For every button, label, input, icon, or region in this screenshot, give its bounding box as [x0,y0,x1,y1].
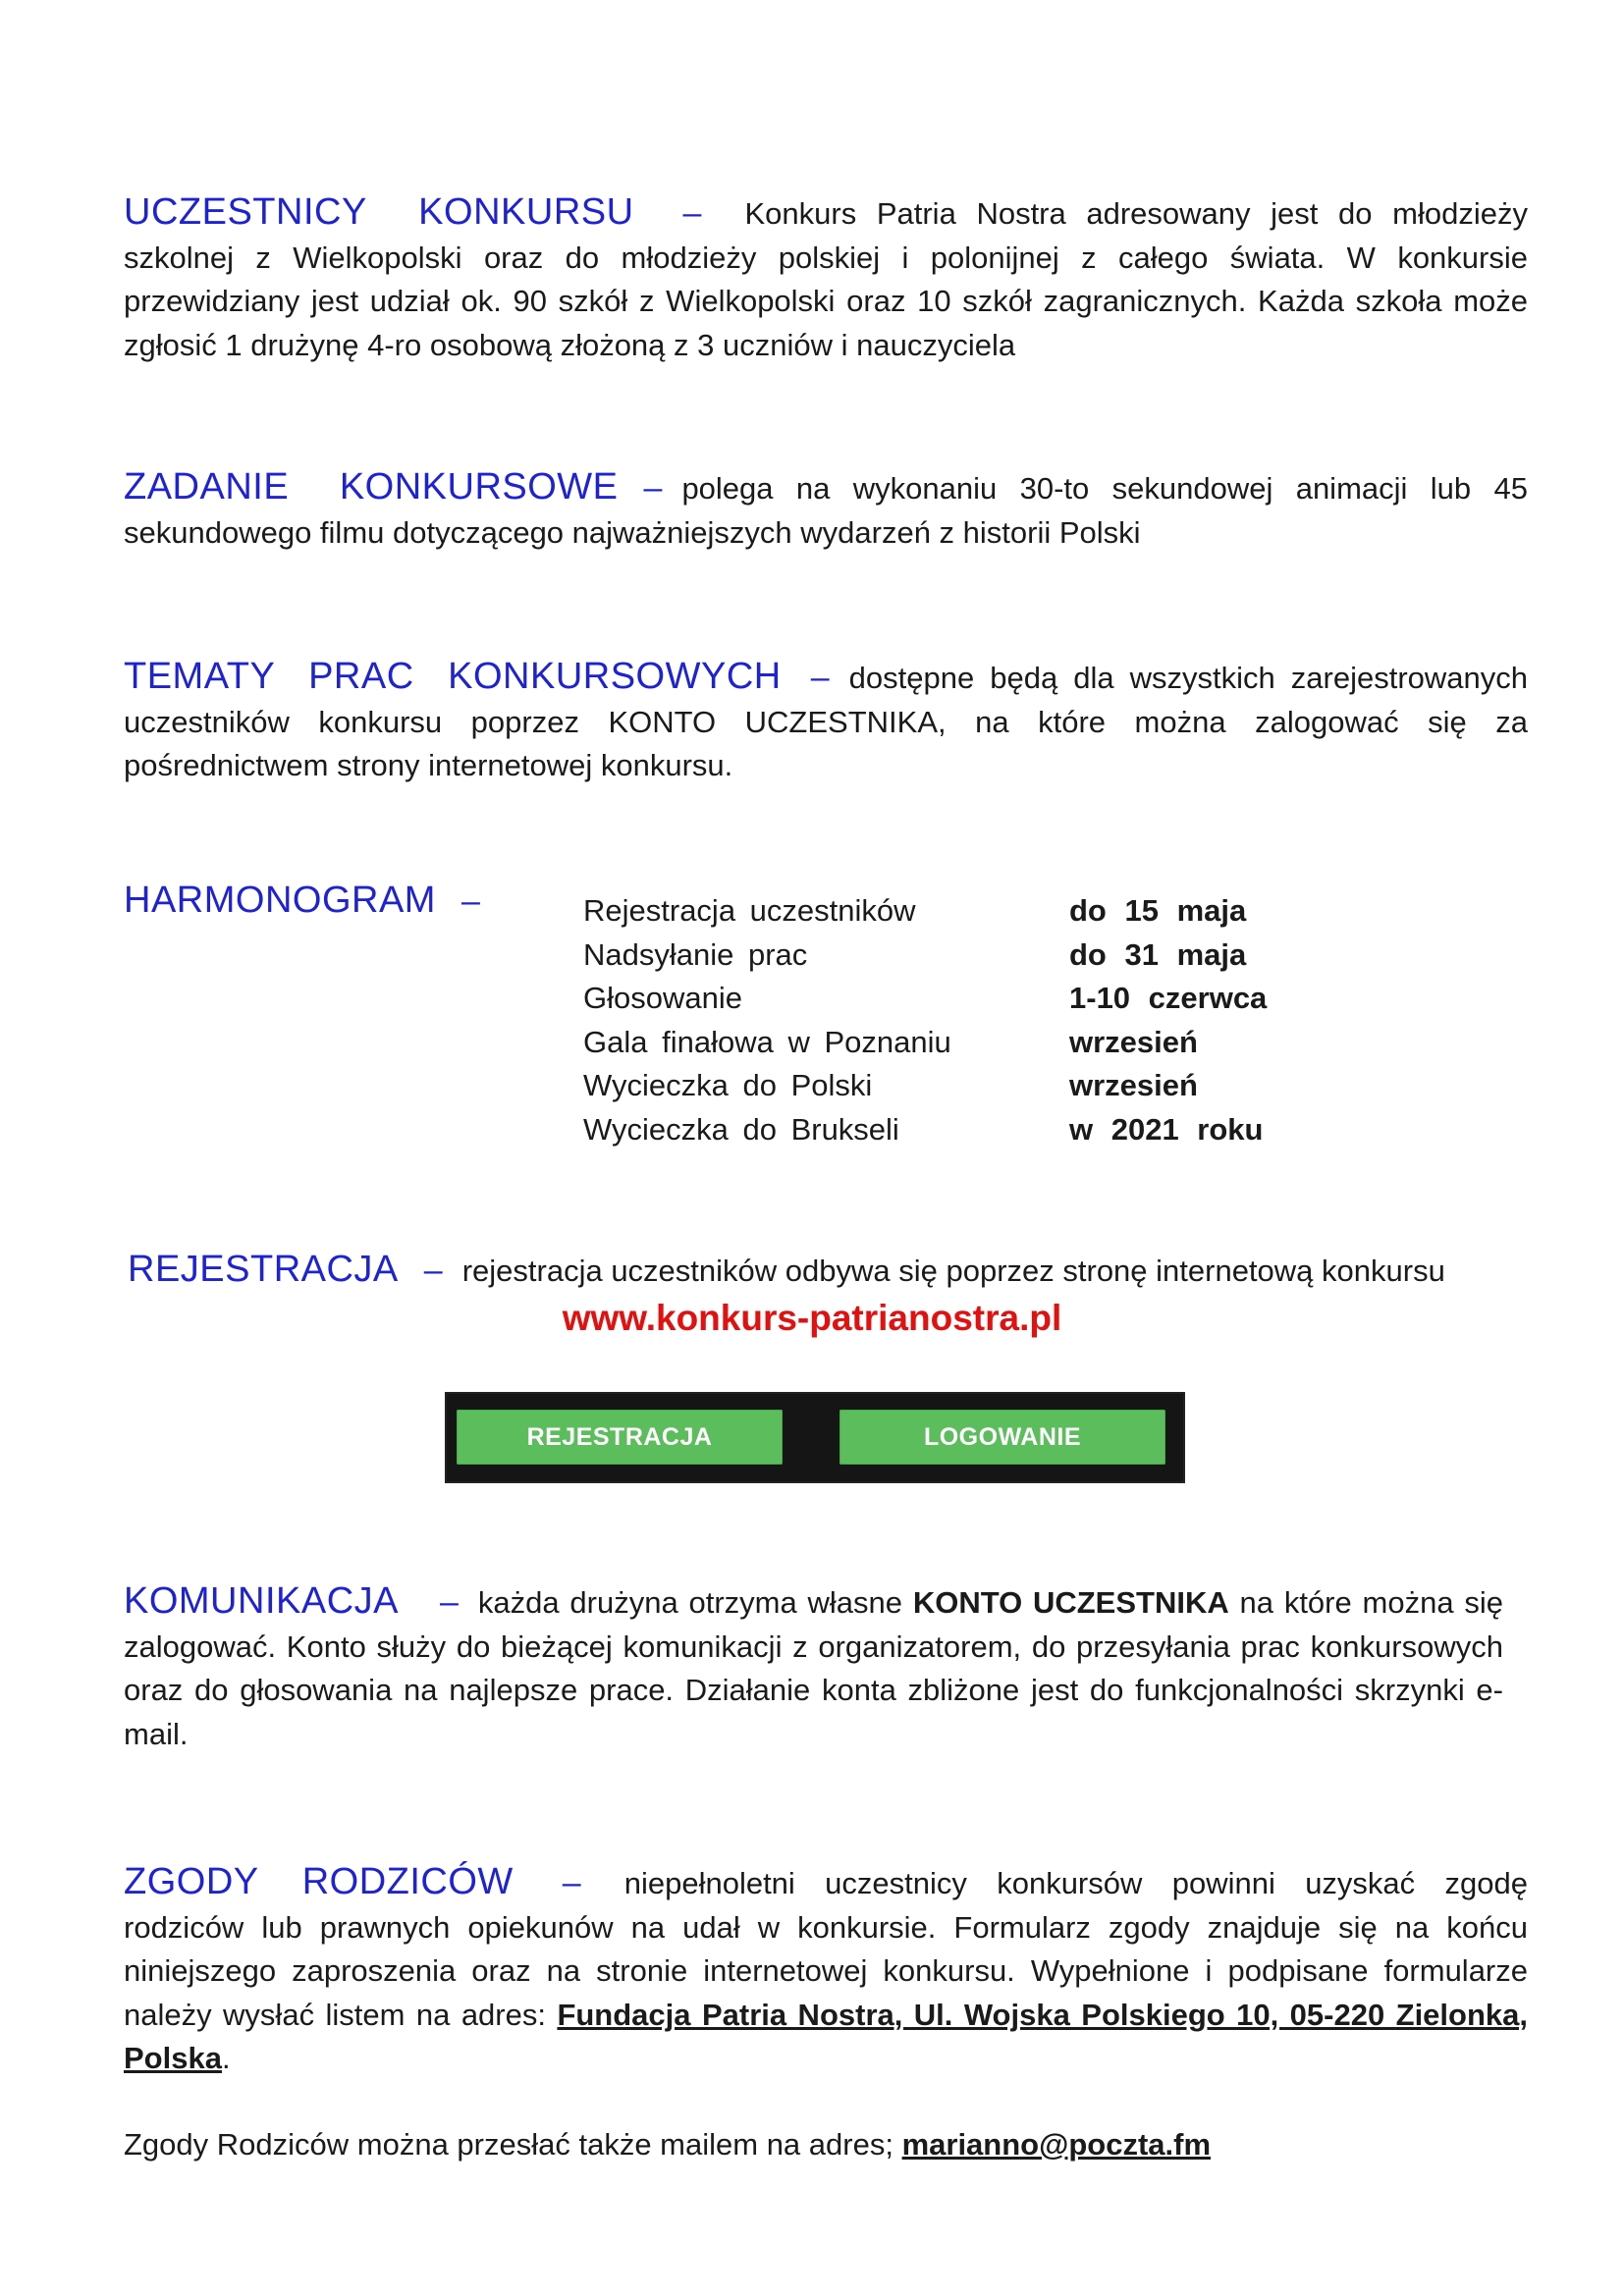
schedule-event: Nadsyłanie prac [583,936,808,972]
register-button[interactable]: REJESTRACJA [457,1410,783,1465]
text-komunikacja-bold: KONTO UCZESTNIKA [912,1585,1229,1620]
schedule-date: do 15 maja [1069,893,1247,928]
schedule-event: Gala finałowa w Poznaniu [583,1024,951,1059]
dash: – [423,1252,443,1289]
dash: – [439,1583,459,1621]
section-rejestracja [128,1249,1445,1291]
schedule-row [583,934,1267,978]
text-zadanie: polega na wykonaniu 30-to sekundowej animacji lub 45 sekundowego filmu dotyczącego najważniejszych wydarzeń z historii Polski [124,471,1528,550]
text-rejestracja: rejestracja uczestników odbywa się poprzez stronę internetową konkursu [461,1254,1445,1288]
text-tematy: dostępne będą dla wszystkich zarejestrowanych uczestników konkursu poprzez KONTO UCZESTNIKA, na które można zalogować się za pośrednictwem strony internetowej konkursu. [124,661,1528,782]
heading-rejestracja: REJESTRACJA [128,1249,399,1290]
schedule-row [583,889,1267,934]
email-link[interactable]: marianno@poczta.fm [901,2127,1212,2162]
schedule-date: wrzesień [1069,1024,1198,1059]
section-tematy [124,655,1528,788]
schedule-event: Głosowanie [583,981,742,1015]
schedule-row [583,1064,1267,1108]
dash: – [810,659,830,696]
heading-uczestnicy: UCZESTNICY KONKURSU [124,191,634,233]
heading-zgody: ZGODY RODZICÓW [124,1861,514,1902]
section-zgody [124,1860,1528,2081]
schedule-date: w 2021 roku [1069,1111,1264,1147]
address-text: Fundacja Patria Nostra, Ul. Wojska Polskiego 10, 05-220 Zielonka, Polska [124,1997,1529,2075]
dash: – [460,882,480,920]
dash: – [682,194,702,232]
text-zgody: niepełnoletni uczestnicy konkursów powinni uzyskać zgodę rodziców lub prawnych opiekunów na udał w konkursie. Formularz zgody znajduje się na końcu niniejszego zaproszenia oraz na stronie internetowej konkursu. Wypełnione i podpisane formularze należy wysłać listem na adres: [124,1866,1528,2032]
section-uczestnicy [124,190,1528,367]
auth-button-bar [445,1392,1185,1483]
address-period: . [221,2041,231,2075]
schedule-date: 1-10 czerwca [1069,981,1268,1015]
schedule-row [583,1108,1267,1152]
dash: – [562,1864,581,1901]
schedule-row [583,977,1267,1021]
schedule-event: Rejestracja uczestników [583,893,916,928]
url-line [0,1298,1624,1339]
heading-zadanie: ZADANIE KONKURSOWE [124,466,619,507]
dash: – [643,469,663,507]
schedule-row [583,1021,1267,1065]
schedule-event: Wycieczka do Brukseli [583,1111,899,1147]
schedule-date: wrzesień [1069,1068,1198,1102]
text-komunikacja-before: każda drużyna otrzyma własne [477,1585,903,1620]
schedule-event: Wycieczka do Polski [583,1068,873,1102]
section-komunikacja [124,1579,1503,1756]
login-button[interactable]: LOGOWANIE [839,1410,1165,1465]
schedule-date: do 31 maja [1069,936,1247,972]
text-uczestnicy: Konkurs Patria Nostra adresowany jest do młodzieży szkolnej z Wielkopolski oraz do młodzieży polskiej i polonijnej z całego świata. W konkursie przewidziany jest udział ok. 90 szkół z Wielkopolski oraz 10 szkół zagranicznych. Każda szkoła może zgłosić 1 drużynę 4-ro osobową złożoną z 3 uczniów i nauczyciela [124,196,1528,362]
heading-harmonogram: HARMONOGRAM [124,880,436,921]
mail-line [124,2123,1211,2167]
text-komunikacja-after: na które można się zalogować. Konto służy do bieżącej komunikacji z organizatorem, do przesyłania prac konkursowych oraz do głosowania na najlepsze prace. Działanie konta zbliżone jest do funkcjonalności skrzynki e-mail. [124,1585,1503,1751]
section-zadanie [124,465,1528,555]
heading-komunikacja: KOMUNIKACJA [124,1580,399,1622]
heading-tematy: TEMATY PRAC KONKURSOWYCH [124,656,782,697]
mail-text: Zgody Rodziców można przesłać także mailem na adres; [124,2127,893,2162]
section-harmonogram [124,880,500,922]
schedule-table [583,889,1267,1151]
website-link[interactable]: www.konkurs-patrianostra.pl [562,1298,1062,1338]
